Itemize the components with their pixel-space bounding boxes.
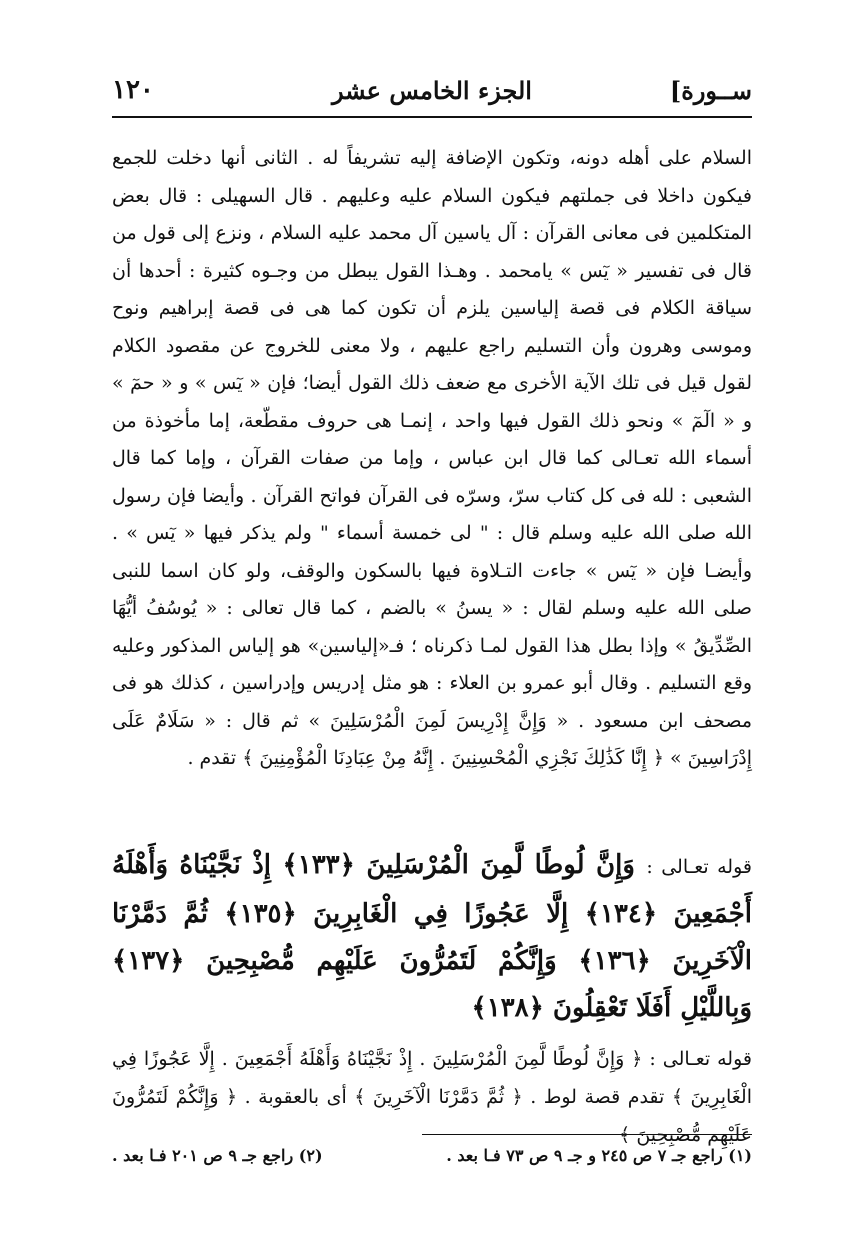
main-text — [112, 140, 752, 778]
page-header — [112, 68, 752, 112]
commentary-paragraph: قوله تعـالى : ﴿ وَإِنَّ لُوطًا لَّمِنَ الْمُرْسَلِينَ . إِذْ نَجَّيْنَاهُ وَأَهْلَهُ أَجْمَعِينَ . إِلَّا عَجُوزًا فِي الْغَابِرِينَ ﴾ تقدم قصة لوط . ﴿ ثُمَّ دَمَّرْنَا الْآخَرِينَ ﴾ أى بالعقوبة . ﴿ وَإِنَّكُمْ لَتَمُرُّونَ عَلَيْهِم مُّصْبِحِينَ ﴾ — [112, 1048, 752, 1146]
footnote-2: (٢) راجع جـ ٩ ص ٢٠١ فـا بعد . — [112, 1146, 323, 1165]
commentary — [112, 1040, 752, 1154]
surah-label: [ســورة — [669, 75, 752, 105]
header-rule — [112, 116, 752, 118]
quran-verses — [112, 842, 752, 1032]
verse-intro: قوله تعـالى : — [646, 856, 752, 878]
footnotes — [112, 1146, 752, 1165]
page-number: ١٢٠ — [112, 75, 154, 105]
verse-text: وَإِنَّ لُوطًا لَّمِنَ الْمُرْسَلِينَ ﴿١٣٣﴾ إِذْ نَجَّيْنَاهُ وَأَهْلَهُ أَجْمَعِينَ ﴿١٣٤﴾ إِلَّا عَجُوزًا فِي الْغَابِرِينَ ﴿١٣٥﴾ ثُمَّ دَمَّرْنَا الْآخَرِينَ ﴿١٣٦﴾ وَإِنَّكُمْ لَتَمُرُّونَ عَلَيْهِم مُّصْبِحِينَ ﴿١٣٧﴾ وَبِاللَّيْلِ أَفَلَا تَعْقِلُونَ ﴿١٣٨﴾ — [112, 850, 752, 1023]
footnote-rule — [422, 1134, 752, 1135]
running-title: الجزء الخامس عشر — [332, 75, 532, 105]
paragraph: السلام على أهله دونه، وتكون الإضافة إليه تشريفاً له . الثانى أنها دخلت للجمع فيكون داخلا فى جملتهم فيكون السلام عليه وعليهم . قال السهيلى : قال بعض المتكلمين فى معانى القرآن : آل ياسين آل محمد عليه السلام ، ونزع إلى قول من قال فى تفسير « يٓس » يامحمد . وهـذا القول يبطل من وجـوه كثيرة : أحدها أن سياقة الكلام فى قصة إلياسين يلزم أن تكون كما هى فى قصة إبراهيم ونوح وموسى وهرون وأن التسليم راجع عليهم ، ولا معنى للخروج عن مقصود الكلام لقول قيل فى تلك الآية الأخرى مع ضعف ذلك القول أيضا؛ فإن « يٓس » و « حمٓ » و « الٓمٓ » ونحو ذلك القول فيها واحد ، إنمـا هى حروف مقطّعة، إما مأخوذة من أسماء الله تعـالى كما قال ابن عباس ، وإما من صفات القرآن ، وإما كما قال الشعبى : لله فى كل كتاب سرّ، وسرّه فى القرآن فواتح القرآن . وأيضا فإن رسول الله صلى الله عليه وسلم قال : " لى خمسة أسماء " ولم يذكر فيها « يٓس » . وأيضـا فإن « يٓس » جاءت التـلاوة فيها بالسكون والوقف، ولو كان اسما للنبى صلى الله عليه وسلم لقال : « يسنُ » بالضم ، كما قال تعالى : « يُوسُفُ أيُّهَا الصِّدِّيقُ » وإذا بطل هذا القول لمـا ذكرناه ؛ فـ«إلياسين» هو إلياس المذكور وعليه وقع التسليم . وقال أبو عمرو بن العلاء : هو مثل إدريس وإدراسين ، كذلك هو فى مصحف ابن مسعود . « وَإِنَّ إِدْرِيسَ لَمِنَ الْمُرْسَلِينَ » ثم قال : « سَلَامٌ عَلَى إِدْرَاسِينَ » ﴿ إِنَّا كَذَٰلِكَ نَجْزِي الْمُحْسِنِينَ . إِنَّهُ مِنْ عِبَادِنَا الْمُؤْمِنِينَ ﴾ تقدم . — [112, 147, 752, 769]
footnote-1: (١) راجع جـ ٧ ص ٢٤٥ و جـ ٩ ص ٧٣ فـا بعد . — [446, 1146, 752, 1165]
verse-block — [112, 842, 752, 1032]
